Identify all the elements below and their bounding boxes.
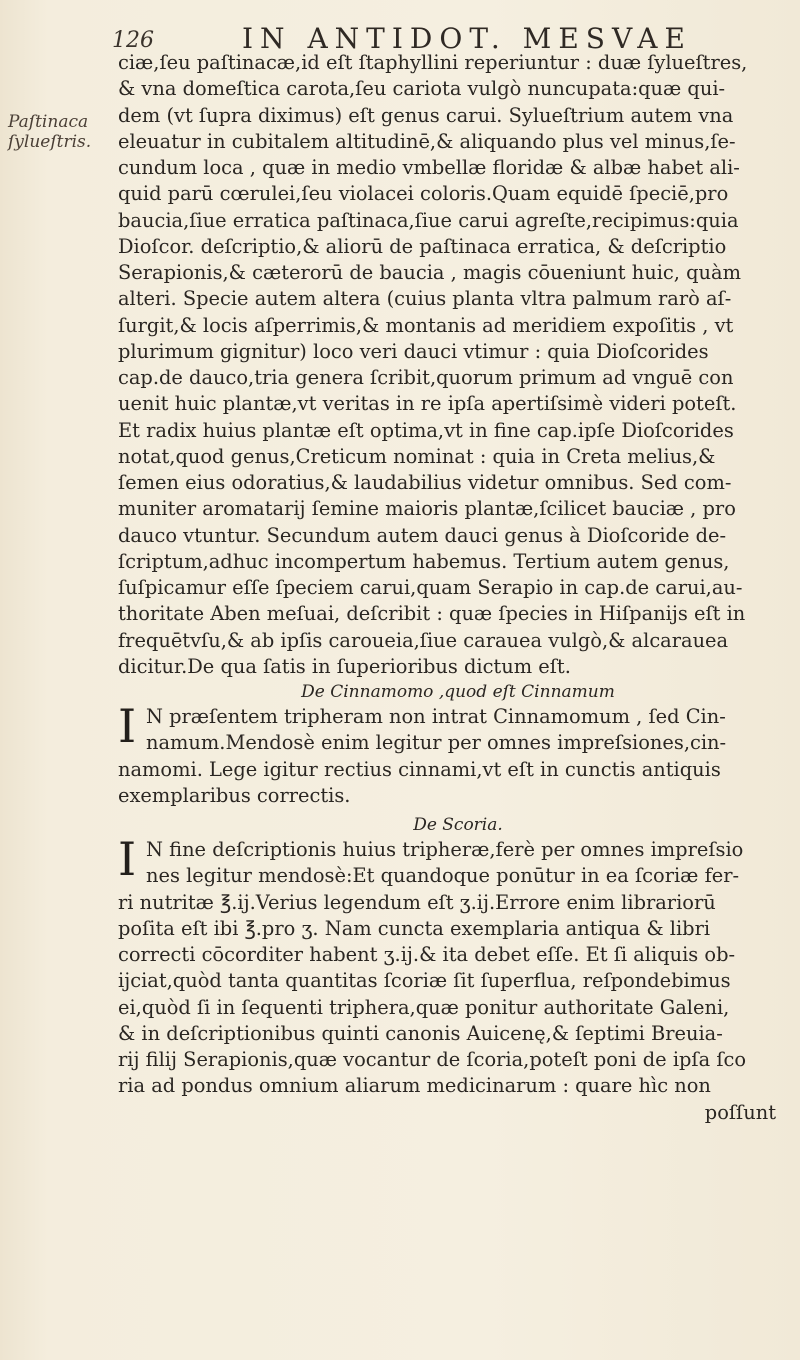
- text-line: rij filij Serapionis,quæ vocantur de ſcoria,poteſt poni de ipſa ſco: [118, 1048, 747, 1071]
- text-line: namomi. Lege igitur rectius cinnami,vt eſt in cunctis antiquis: [118, 757, 721, 781]
- text-line: ſcriptum,adhuc incompertum habemus. Tertium autem genus,: [118, 549, 730, 573]
- page-number: 126: [112, 28, 154, 53]
- text-line: eleuatur in cubitalem altitudinē,& aliquando plus vel minus,ſe-: [118, 129, 736, 153]
- margin-note: [8, 112, 108, 152]
- paragraph-pastinaca: [118, 50, 778, 680]
- text-line: cap.de dauco,tria genera ſcribit,quorum primum ad vnguē con: [118, 366, 734, 389]
- body-text: [118, 50, 778, 1126]
- text-line: poſita eſt ibi ℥.pro ʒ. Nam cuncta exemplaria antiqua & libri: [118, 916, 711, 940]
- text-line: muniter aromatarij ſemine maioris plantæ,ſcilicet bauciæ , pro: [118, 497, 736, 521]
- text-line: ciæ,ſeu paſtinacæ,id eſt ſtaphyllini reperiuntur : duæ ſylueſtres,: [118, 51, 748, 74]
- text-line: dicitur.De qua ſatis in ſuperioribus dictum eſt.: [118, 654, 571, 678]
- running-title: IN ANTIDOT. MESVAE: [242, 22, 692, 55]
- margin-note-line: Paſtinaca: [8, 112, 89, 132]
- paragraph-scoria: [118, 837, 778, 1100]
- catchword: poſſunt: [704, 1100, 776, 1124]
- text-line: & vna domeſtica carota,ſeu cariota vulgò nuncupata:quæ qui-: [118, 77, 726, 101]
- text-line: cundum loca , quæ in medio vmbellæ floridæ & albæ habet ali-: [118, 156, 740, 179]
- text-line: Dioſcor. deſcriptio,& aliorū de paſtinaca erratica, & deſcriptio: [118, 234, 727, 258]
- text-line: plurimum gignitur) loco veri dauci vtimur : quia Dioſcorides: [118, 339, 709, 363]
- paragraph-cinnamomo: [118, 704, 778, 809]
- text-line: N fine deſcriptionis huius tripheræ,ferè per omnes impreſsio: [146, 838, 744, 861]
- text-line: ei,quòd ſi in ſequenti triphera,quæ ponitur authoritate Galeni,: [118, 995, 730, 1019]
- text-line: uenit huic plantæ,vt veritas in re ipſa apertiſsimè videri poteſt.: [118, 392, 737, 416]
- section-heading-cinnamomo: De Cinnamomo ,quod eſt Cinnamum: [301, 682, 615, 702]
- text-line: dauco vtuntur. Secundum autem dauci genus à Dioſcoride de-: [118, 523, 727, 547]
- section-heading-scoria: De Scoria.: [413, 815, 503, 835]
- text-line: ſemen eius odoratius,& laudabilius videtur omnibus. Sed com-: [118, 471, 732, 494]
- text-line: correcti cōcorditer habent ʒ.ij.& ita debet eſſe. Et ſi aliquis ob-: [118, 943, 736, 966]
- text-line: baucia,ſiue erratica paſtinaca,ſiue carui agreſte,recipimus:quia: [118, 208, 739, 232]
- text-line: ſuſpicamur eſſe ſpeciem carui,quam Serapio in cap.de carui,au-: [118, 576, 743, 599]
- drop-cap-initial: I: [118, 837, 137, 886]
- text-line: dem (vt ſupra diximus) eſt genus carui. Sylueſtrium autem vna: [118, 103, 734, 127]
- text-line: N præſentem tripheram non intrat Cinnamomum , ſed Cin-: [146, 705, 726, 728]
- margin-note-line: ſylueſtris.: [8, 132, 92, 152]
- text-line: & in deſcriptionibus quinti canonis Auicenę,& ſeptimi Breuia-: [118, 1021, 723, 1045]
- text-line: nes legitur mendosè:Et quandoque ponūtur in ea ſcoriæ fer-: [146, 864, 740, 888]
- text-line: ſurgit,& locis aſperrimis,& montanis ad meridiem expoſitis , vt: [118, 313, 734, 337]
- text-line: Et radix huius plantæ eſt optima,vt in fine cap.ipſe Dioſcorides: [118, 418, 734, 442]
- text-line: ria ad pondus omnium aliarum medicinarum : quare hìc non: [118, 1074, 711, 1098]
- text-line: exemplaribus correctis.: [118, 783, 351, 807]
- text-line: Serapionis,& cæterorū de baucia , magis cōueniunt huic, quàm: [118, 261, 741, 284]
- text-line: alteri. Specie autem altera (cuius planta vltra palmum rarò aſ-: [118, 287, 732, 311]
- text-line: namum.Mendosè enim legitur per omnes impreſsiones,cin-: [146, 731, 727, 755]
- drop-cap-initial: I: [118, 704, 137, 753]
- text-line: notat,quod genus,Creticum nominat : quia in Creta melius,&: [118, 444, 716, 468]
- text-line: ri nutritæ ℥.ij.Verius legendum eſt ʒ.ij.Errore enim librariorū: [118, 890, 716, 914]
- text-line: thoritate Aben meſuai, deſcribit : quæ ſpecies in Hiſpanijs eſt in: [118, 602, 746, 626]
- text-line: ijciat,quòd tanta quantitas ſcoriæ ſit ſuperflua, reſpondebimus: [118, 969, 731, 993]
- text-line: frequētvſu,& ab ipſis caroueia,ſiue carauea vulgò,& alcarauea: [118, 628, 729, 652]
- text-line: quid parū cœrulei,ſeu violacei coloris.Quam equidē ſpeciē,pro: [118, 182, 729, 206]
